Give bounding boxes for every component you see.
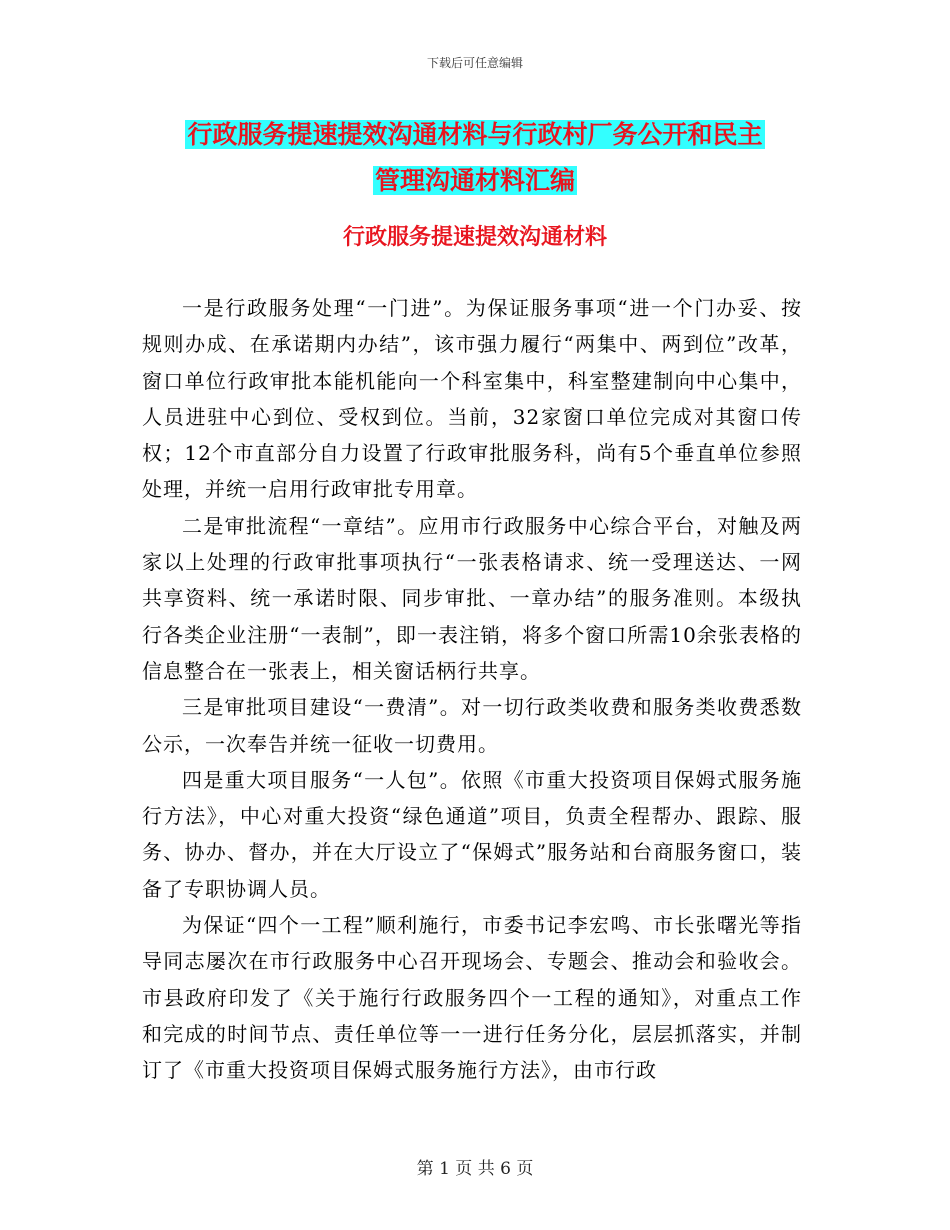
document-title-line-2: 管理沟通材料汇编 [374,166,575,195]
body-text [142,290,802,1089]
page-header-note: 下载后可任意编辑 [426,56,523,70]
paragraph: 一是行政服务处理“一门进”。为保证服务事项“进一个门办妥、按规则办成、在承诺期内办结”，该市强力履行“两集中、两到位”改革，窗口单位行政审批本能机能向一个科室集中，科室整建制向中心集中，人员进驻中心到位、受权到位。当前，32家窗口单位完成对其窗口传权；12个市直部分自力设置了行政审批服务科，尚有5个垂直单位参照处理，并统一启用行政审批专用章。 [142,296,802,502]
paragraph: 三是审批项目建设“一费清”。对一切行政类收费和服务类收费悉数公示，一次奉告并统一征收一切费用。 [142,695,802,756]
document-title [0,112,950,204]
document-title-line-1: 行政服务提速提效沟通材料与行政村厂务公开和民主 [187,120,763,149]
paragraph: 四是重大项目服务“一人包”。依照《市重大投资项目保姆式服务施行方法》，中心对重大投资“绿色通道”项目，负责全程帮办、跟踪、服务、协办、督办，并在大厅设立了“保姆式”服务站和台商服务窗口，装备了专职协调人员。 [142,767,802,901]
section-title: 行政服务提速提效沟通材料 [342,224,607,250]
page-footer: 第 1 页 共 6 页 [416,1159,534,1179]
paragraph: 二是审批流程“一章结”。应用市行政服务中心综合平台，对触及两家以上处理的行政审批事项执行“一张表格请求、统一受理送达、一网共享资料、统一承诺时限、同步审批、一章办结”的服务准则。本级执行各类企业注册“一表制”，即一表注销，将多个窗口所需10余张表格的信息整合在一张表上，相关窗话柄行共享。 [142,513,802,683]
paragraph: 为保证“四个一工程”顺利施行，市委书记李宏鸣、市长张曙光等指导同志屡次在市行政服务中心召开现场会、专题会、推动会和验收会。市县政府印发了《关于施行行政服务四个一工程的通知》，对重点工作和完成的时间节点、责任单位等一一进行任务分化，层层抓落实，并制订了《市重大投资项目保姆式服务施行方法》，由市行政 [142,913,802,1083]
